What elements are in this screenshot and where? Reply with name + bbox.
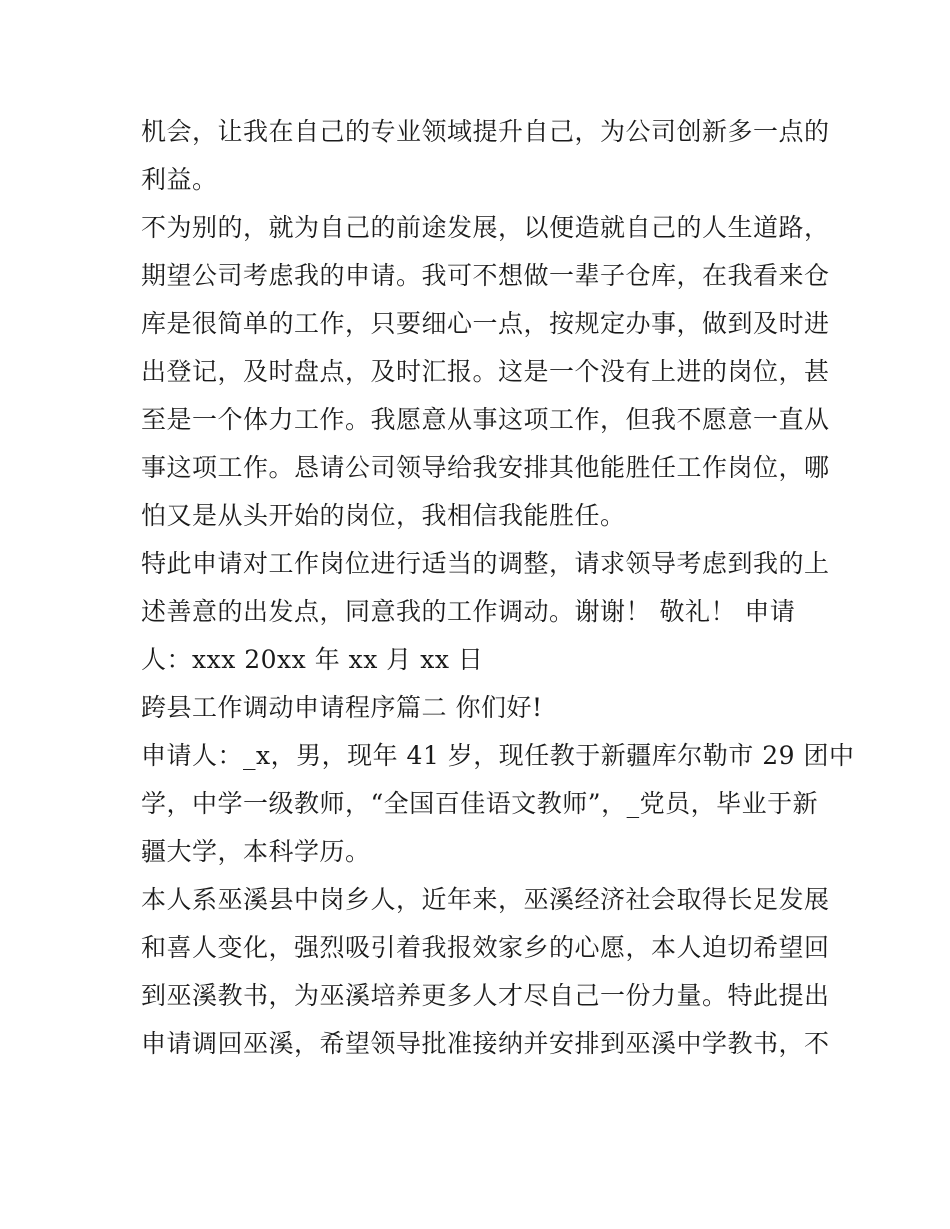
text-line: 和喜人变化，强烈吸引着我报效家乡的心愿，本人迫切希望回 xyxy=(141,933,830,962)
text-line: 机会，让我在自己的专业领域提升自己，为公司创新多一点的 xyxy=(141,117,830,146)
text-line: 学，中学一级教师，“全国百佳语文教师”，_党员，毕业于新 xyxy=(141,789,819,818)
document-body xyxy=(141,108,855,1068)
text-line: 利益。 xyxy=(141,165,218,194)
text-line: 不为别的，就为自己的前途发展，以便造就自己的人生道路， xyxy=(141,213,830,242)
text-line: 疆大学，本科学历。 xyxy=(141,837,371,866)
text-line: 至是一个体力工作。我愿意从事这项工作，但我不愿意一直从 xyxy=(141,405,830,434)
text-line: 事这项工作。恳请公司领导给我安排其他能胜任工作岗位，哪 xyxy=(141,453,830,482)
text-line: 申请人：_x，男，现年 41 岁，现任教于新疆库尔勒市 29 团中 xyxy=(141,741,855,770)
text-line: 述善意的出发点，同意我的工作调动。谢谢！ 敬礼！ 申请 xyxy=(141,597,796,626)
section-heading-line: 跨县工作调动申请程序篇二 你们好! xyxy=(141,693,543,722)
text-line: 申请调回巫溪，希望领导批准接纳并安排到巫溪中学教书，不 xyxy=(141,1029,830,1058)
text-line: 出登记，及时盘点，及时汇报。这是一个没有上进的岗位，甚 xyxy=(141,357,830,386)
text-line: 人：xxx 20xx 年 xx 月 xx 日 xyxy=(141,645,484,674)
text-line: 期望公司考虑我的申请。我可不想做一辈子仓库，在我看来仓 xyxy=(141,261,830,290)
text-line: 到巫溪教书，为巫溪培养更多人才尽自己一份力量。特此提出 xyxy=(141,981,830,1010)
text-line: 怕又是从头开始的岗位，我相信我能胜任。 xyxy=(141,501,626,530)
text-line: 库是很简单的工作，只要细心一点，按规定办事，做到及时进 xyxy=(141,309,830,338)
text-line: 本人系巫溪县中岗乡人，近年来，巫溪经济社会取得长足发展 xyxy=(141,885,830,914)
text-line: 特此申请对工作岗位进行适当的调整，请求领导考虑到我的上 xyxy=(141,549,830,578)
